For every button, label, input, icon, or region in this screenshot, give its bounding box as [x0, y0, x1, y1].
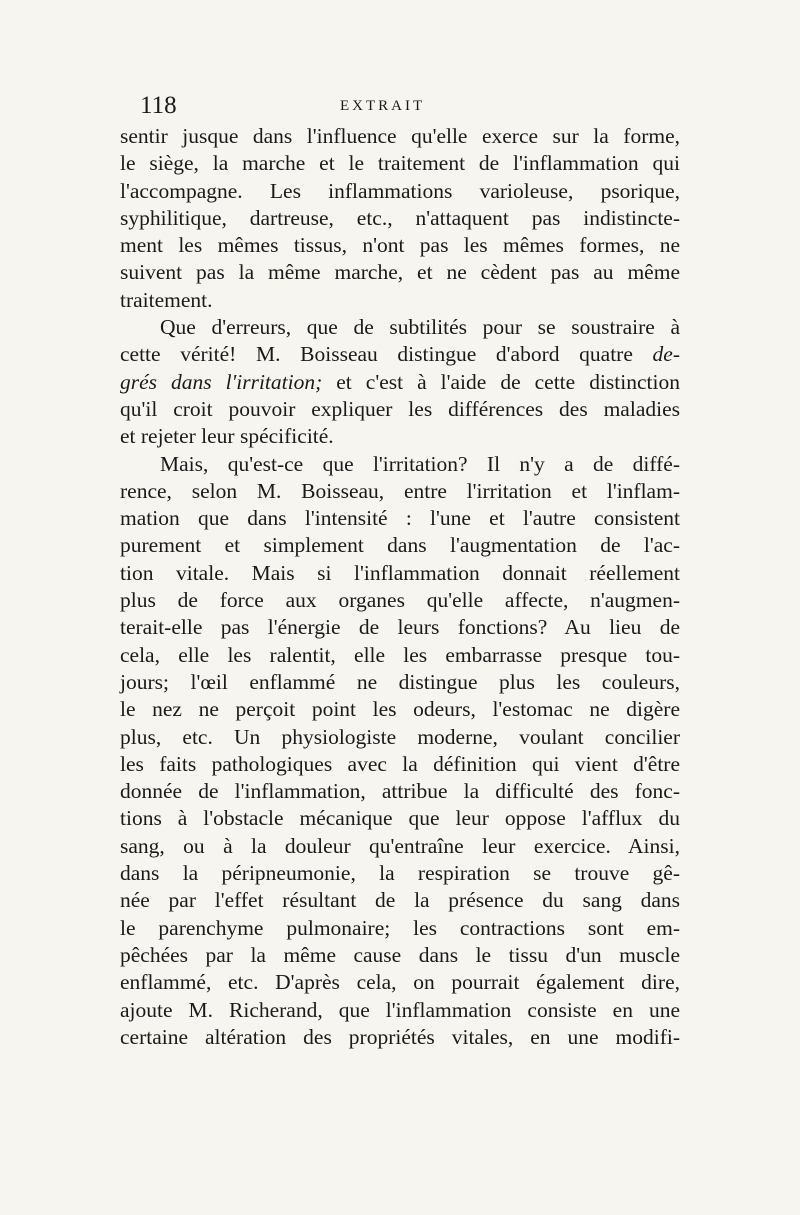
- text-line: jours; l'œil enflammé ne distingue plus les couleurs,: [120, 669, 680, 694]
- text-line: sang, ou à la douleur qu'entraîne leur exercice. Ainsi,: [120, 833, 680, 858]
- text-line: qu'il croit pouvoir expliquer les différences des maladies: [120, 396, 680, 421]
- page-number: 118: [140, 92, 177, 119]
- text-line: le siège, la marche et le traitement de l'inflammation qui: [120, 151, 680, 176]
- text-line: sentir jusque dans l'influence qu'elle exerce sur la forme,: [120, 124, 680, 148]
- text-line: dans la péripneumonie, la respiration se trouve gê-: [120, 861, 680, 886]
- running-head: EXTRAIT: [340, 98, 426, 114]
- text-line: le parenchyme pulmonaire; les contractions sont em-: [120, 915, 680, 940]
- line-text: cette vérité! M. Boisseau distingue d'abord quatre de-: [120, 342, 680, 367]
- text-line: Que d'erreurs, que de subtilités pour se soustraire à: [160, 315, 680, 340]
- text-line: tion vitale. Mais si l'inflammation donnait réellement: [120, 560, 680, 585]
- text-line: traitement.: [120, 287, 213, 312]
- text-line: ment les mêmes tissus, n'ont pas les mêmes formes, ne: [120, 233, 680, 258]
- text-line: et rejeter leur spécificité.: [120, 424, 334, 449]
- text-line: donnée de l'inflammation, attribue la difficulté des fonc-: [120, 779, 680, 804]
- italic-term: grés dans l'irritation;: [120, 369, 323, 394]
- text-line: suivent pas la même marche, et ne cèdent pas au même: [120, 260, 680, 285]
- italic-term: de-: [652, 342, 680, 367]
- text-line: Mais, qu'est-ce que l'irritation? Il n'y a de diffé-: [160, 451, 680, 476]
- text-line: les faits pathologiques avec la définition qui vient d'être: [120, 751, 680, 776]
- text-line: l'accompagne. Les inflammations varioleuse, psorique,: [120, 178, 680, 203]
- text-line: plus, etc. Un physiologiste moderne, voulant concilier: [120, 724, 680, 749]
- text-line: certaine altération des propriétés vitales, en une modifi-: [120, 1024, 680, 1049]
- body-text: [120, 123, 680, 1051]
- text-line: rence, selon M. Boisseau, entre l'irritation et l'inflam-: [120, 478, 680, 503]
- page-header: [140, 92, 670, 122]
- text-line: mation que dans l'intensité : l'une et l'autre consistent: [120, 506, 680, 531]
- text-line: purement et simplement dans l'augmentation de l'ac-: [120, 533, 680, 558]
- text-line: née par l'effet résultant de la présence du sang dans: [120, 888, 680, 913]
- text-line: le nez ne perçoit point les odeurs, l'estomac ne digère: [120, 697, 680, 722]
- text-line: enflammé, etc. D'après cela, on pourrait également dire,: [120, 970, 680, 995]
- text-line: terait-elle pas l'énergie de leurs fonctions? Au lieu de: [120, 615, 680, 640]
- text-line-italic-end: [120, 341, 680, 368]
- text-line: cela, elle les ralentit, elle les embarrasse presque tou-: [120, 642, 680, 667]
- text-line-italic-start: grés dans l'irritation; et c'est à l'aide de cette distinction: [120, 369, 680, 394]
- text-line: plus de force aux organes qu'elle affecte, n'augmen-: [120, 588, 680, 613]
- text-line: ajoute M. Richerand, que l'inflammation consiste en une: [120, 997, 680, 1022]
- text-line: pêchées par la même cause dans le tissu d'un muscle: [120, 942, 680, 967]
- text-line: tions à l'obstacle mécanique que leur oppose l'afflux du: [120, 806, 680, 831]
- text-line: syphilitique, dartreuse, etc., n'attaquent pas indistincte-: [120, 205, 680, 230]
